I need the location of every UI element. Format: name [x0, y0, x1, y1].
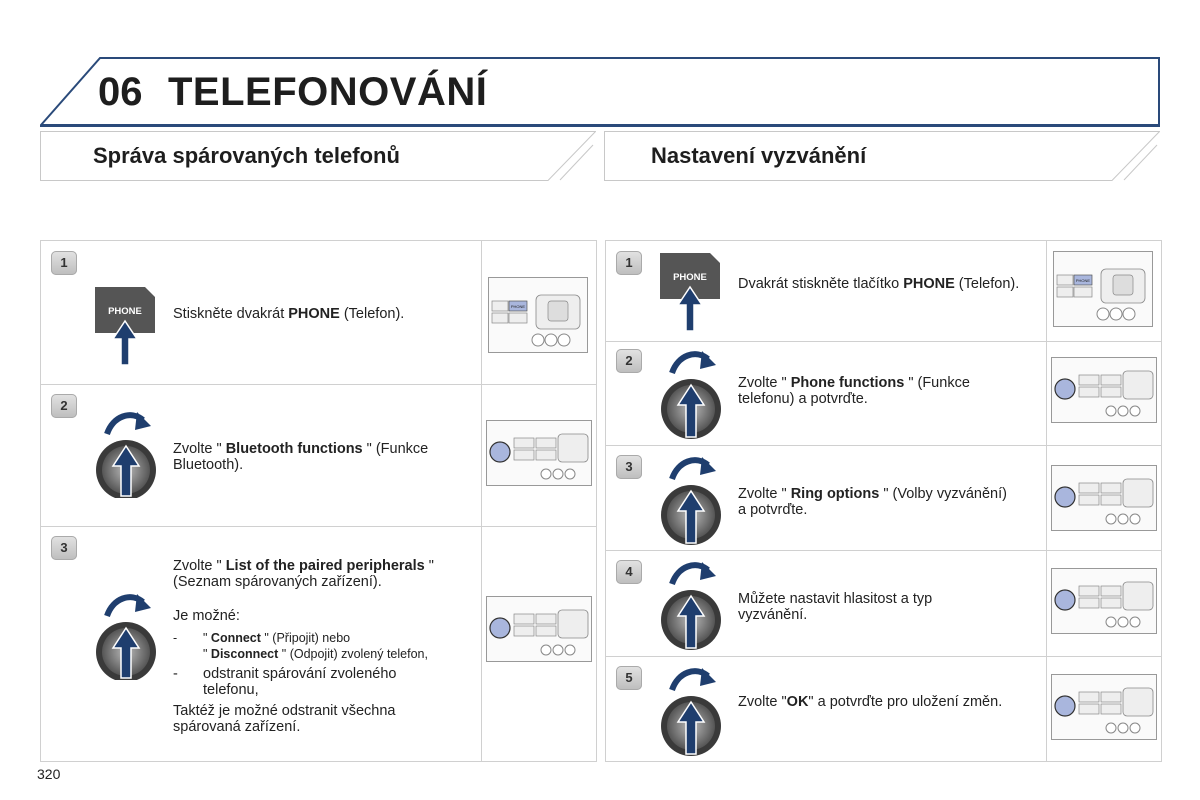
- right-step-3-text: Zvolte " Ring options " (Volby vyzvánění) a potvrďte.: [738, 486, 1007, 518]
- chapter-title: TELEFONOVÁNÍ: [168, 70, 488, 114]
- left-section-title: Správa spárovaných telefonů: [93, 143, 400, 168]
- right-step-3: [606, 445, 1161, 551]
- radio-panel-highlight-phone-icon: [488, 277, 588, 353]
- radio-thumbnail-cell: [1046, 341, 1161, 445]
- right-step-2-text: Zvolte " Phone functions " (Funkce telefonu) a potvrďte.: [738, 375, 970, 407]
- left-step-3-text: Zvolte " List of the paired peripherals " (Seznam spárovaných zařízení).: [173, 558, 434, 590]
- right-step-4-text: Můžete nastavit hlasitost a typ vyzvánění.: [738, 591, 933, 623]
- radio-thumbnail-cell: [481, 241, 596, 384]
- right-step-4: [606, 550, 1161, 657]
- left-step-3: [41, 526, 596, 761]
- rotary-dial-icon: [93, 404, 163, 498]
- step-badge: 2: [616, 349, 642, 373]
- radio-thumbnail-cell: [1046, 550, 1161, 656]
- radio-panel-highlight-dial-icon: [1051, 465, 1157, 531]
- bullet-disconnect: " Disconnect " (Odpojit) zvolený telefon,: [203, 647, 428, 661]
- right-steps-panel: [605, 240, 1162, 762]
- phone-button-icon: [93, 287, 157, 367]
- bullet-unpair: odstranit spárování zvoleného telefonu,: [203, 666, 397, 698]
- rotary-dial-icon: [658, 449, 728, 549]
- svg-text:PHONE: PHONE: [510, 304, 526, 309]
- radio-thumbnail-cell: [481, 384, 596, 526]
- left-step-1-text: Stiskněte dvakrát PHONE (Telefon).: [173, 306, 405, 322]
- radio-panel-highlight-dial-icon: [486, 420, 592, 486]
- radio-thumbnail-cell: [1046, 241, 1161, 341]
- step-badge: 5: [616, 666, 642, 690]
- radio-thumbnail-cell: [481, 526, 596, 761]
- rotary-dial-icon: [658, 554, 728, 654]
- radio-panel-highlight-dial-icon: [1051, 568, 1157, 634]
- chapter-number: 06: [98, 70, 143, 114]
- left-section-header: [40, 131, 596, 181]
- radio-thumbnail-cell: [1046, 656, 1161, 761]
- radio-panel-highlight-dial-icon: [1051, 674, 1157, 740]
- right-step-1-text: Dvakrát stiskněte tlačítko PHONE (Telefon).: [738, 276, 1020, 292]
- page-number: 320: [37, 766, 61, 782]
- radio-thumbnail-cell: [1046, 445, 1161, 550]
- right-step-1: [606, 241, 1161, 342]
- right-step-5-text: Zvolte "OK" a potvrďte pro uložení změn.: [738, 694, 1003, 710]
- right-section-title: Nastavení vyzvánění: [651, 143, 867, 168]
- rotary-dial-icon: [658, 343, 728, 443]
- chapter-header: [40, 56, 1160, 128]
- possible-label: Je možné:: [173, 608, 240, 624]
- unpair-all-note: Taktéž je možné odstranit všechna spárovaná zařízení.: [173, 703, 396, 735]
- right-section-header: [604, 131, 1160, 181]
- step-badge: 1: [616, 251, 642, 275]
- right-step-5: [606, 656, 1161, 761]
- svg-text:PHONE: PHONE: [1075, 278, 1091, 283]
- right-step-2: [606, 341, 1161, 446]
- phone-button-label: PHONE: [108, 306, 142, 317]
- step-badge: 1: [51, 251, 77, 275]
- phone-button-icon: [658, 253, 722, 333]
- bullet-dash: -: [173, 666, 178, 682]
- radio-panel-highlight-dial-icon: [486, 596, 592, 662]
- left-step-2: [41, 384, 596, 527]
- step-badge: 3: [51, 536, 77, 560]
- bullet-dash: -: [173, 631, 178, 645]
- phone-button-label: PHONE: [673, 272, 707, 283]
- left-steps-panel: [40, 240, 597, 762]
- radio-panel-highlight-dial-icon: [1051, 357, 1157, 423]
- step-badge: 4: [616, 560, 642, 584]
- step-badge: 3: [616, 455, 642, 479]
- step-badge: 2: [51, 394, 77, 418]
- bullet-connect: " Connect " (Připojit) nebo: [203, 631, 351, 645]
- rotary-dial-icon: [93, 586, 163, 680]
- left-step-2-text: Zvolte " Bluetooth functions " (Funkce Bluetooth).: [173, 441, 429, 473]
- radio-panel-highlight-phone-icon: [1053, 251, 1153, 327]
- rotary-dial-icon: [658, 660, 728, 760]
- left-step-1: [41, 241, 596, 385]
